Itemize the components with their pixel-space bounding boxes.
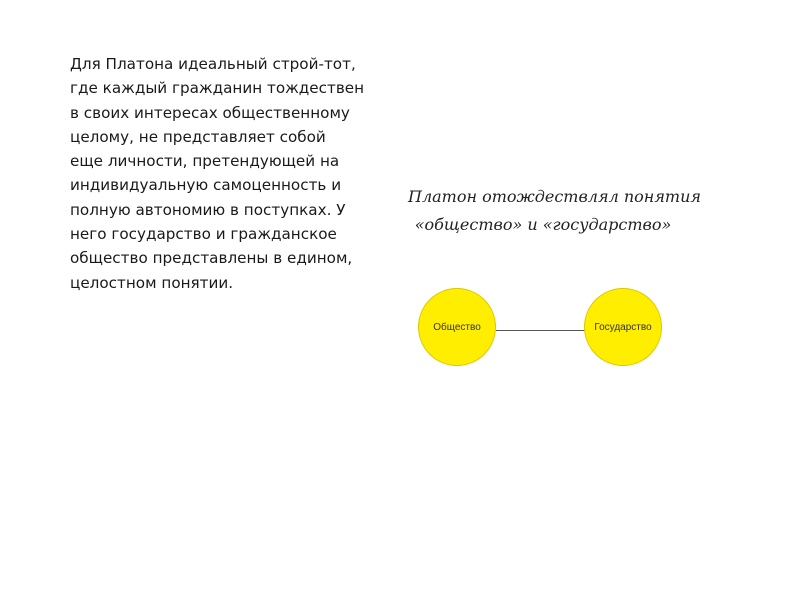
main-paragraph xyxy=(70,52,390,295)
diagram-caption xyxy=(408,183,701,239)
paragraph-line: общество представлены в едином, xyxy=(70,249,353,268)
paragraph-line: целому, не представляет собой xyxy=(70,127,326,146)
paragraph-line: еще личности, претендующей на xyxy=(70,152,340,171)
node-state-label: Государство xyxy=(594,321,652,333)
node-society-label: Общество xyxy=(433,321,481,333)
connector-line xyxy=(496,330,586,331)
paragraph-line: Для Платона идеальный строй-тот, xyxy=(70,55,356,73)
paragraph-line: индивидуальную самоценность и xyxy=(70,176,342,195)
node-state xyxy=(584,288,662,366)
paragraph-line: него государство и гражданское xyxy=(70,225,337,244)
caption-line: Платон отождествлял понятия xyxy=(408,187,701,206)
paragraph-line: полную автономию в поступках. У xyxy=(70,200,346,219)
node-society xyxy=(418,288,496,366)
concept-diagram xyxy=(408,175,701,380)
caption-line: «общество» и «государство» xyxy=(414,215,672,234)
paragraph-line: где каждый гражданин тождествен xyxy=(70,79,365,98)
paragraph-line: целостном понятии. xyxy=(70,273,234,292)
paragraph-line: в своих интересах общественному xyxy=(70,103,350,122)
